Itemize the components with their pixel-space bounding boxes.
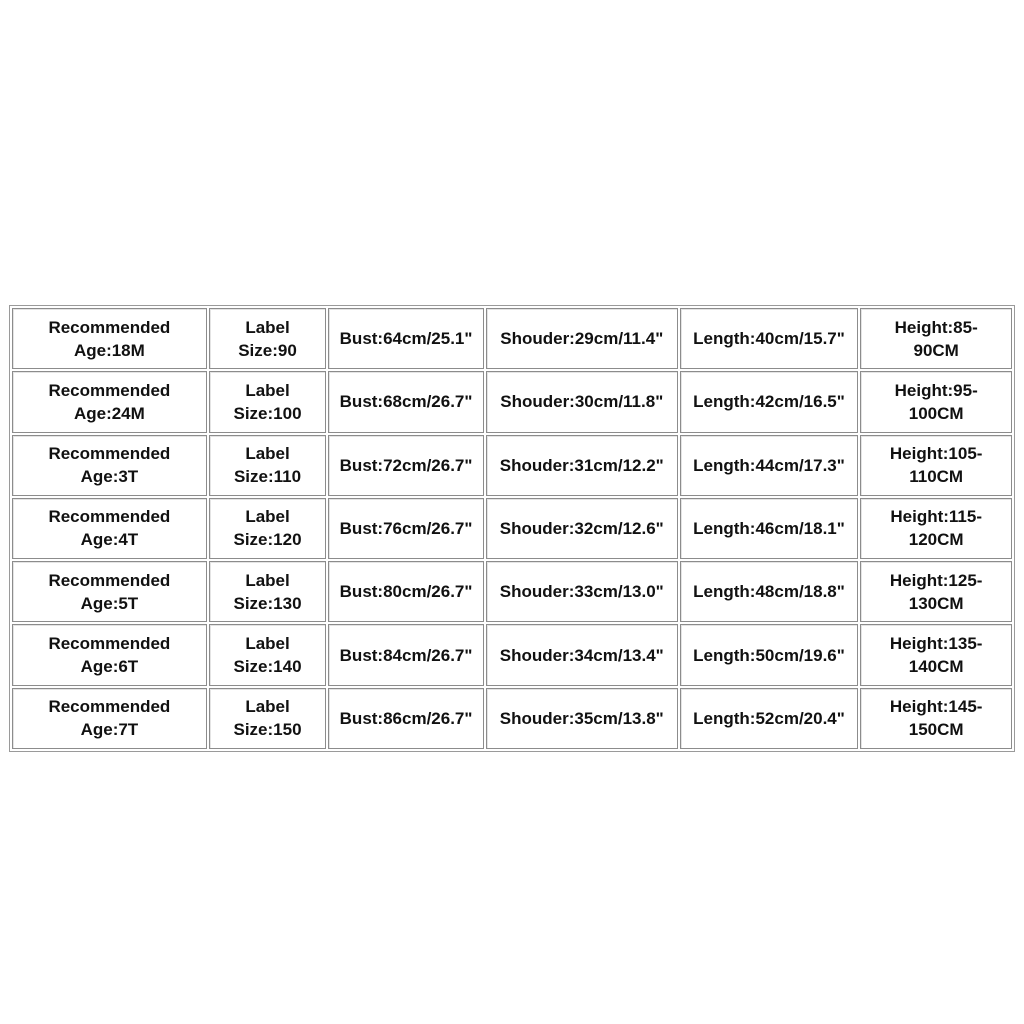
shoulder-cell: Shouder:30cm/11.8" [486,371,678,432]
label-size-cell-line: Label [245,634,290,654]
height-cell-line: Height:125- [889,570,983,590]
recommended-age-cell [12,624,207,685]
height-cell [860,624,1012,685]
length-cell: Length:50cm/19.6" [680,624,859,685]
label-size-cell [209,498,326,559]
shoulder-cell: Shouder:32cm/12.6" [486,498,678,559]
bust-cell: Bust:64cm/25.1" [328,308,484,369]
table-row [12,498,1012,559]
label-size-cell-line: Size:130 [233,593,302,613]
height-cell-line: 100CM [908,403,964,423]
table-row [12,371,1012,432]
label-size-cell-line: Size:120 [233,530,302,550]
shoulder-cell: Shouder:35cm/13.8" [486,688,678,749]
height-cell-line: 110CM [909,467,964,487]
recommended-age-cell [12,308,207,369]
shoulder-cell: Shouder:31cm/12.2" [486,435,678,496]
length-cell: Length:52cm/20.4" [680,688,859,749]
recommended-age-cell-line: Recommended [48,380,171,400]
label-size-cell-line: Size:100 [233,403,302,423]
table-row [12,688,1012,749]
recommended-age-cell-line: Recommended [48,317,171,337]
table-row [12,624,1012,685]
recommended-age-cell [12,371,207,432]
label-size-cell-line: Label [245,444,290,464]
height-cell-line: Height:135- [889,634,983,654]
height-cell-line: Height:105- [889,444,983,464]
bust-cell: Bust:72cm/26.7" [328,435,484,496]
height-cell-line: Height:85- [894,317,978,337]
label-size-cell-line: Label [245,380,290,400]
recommended-age-cell [12,561,207,622]
shoulder-cell: Shouder:29cm/11.4" [486,308,678,369]
table-row [12,561,1012,622]
bust-cell: Bust:68cm/26.7" [328,371,484,432]
height-cell-line: Height:145- [889,697,983,717]
recommended-age-cell [12,688,207,749]
length-cell: Length:46cm/18.1" [680,498,859,559]
table-row [12,435,1012,496]
bust-cell: Bust:80cm/26.7" [328,561,484,622]
label-size-cell [209,688,326,749]
height-cell-line: 90CM [913,340,959,360]
recommended-age-cell-line: Recommended [48,507,171,527]
table-row [12,308,1012,369]
length-cell: Length:48cm/18.8" [680,561,859,622]
bust-cell: Bust:76cm/26.7" [328,498,484,559]
height-cell [860,561,1012,622]
length-cell: Length:44cm/17.3" [680,435,859,496]
label-size-cell-line: Label [245,697,290,717]
height-cell-line: 140CM [908,657,964,677]
height-cell-line: 130CM [908,593,964,613]
recommended-age-cell-line: Age:3T [80,467,139,487]
label-size-cell-line: Label [245,317,290,337]
recommended-age-cell-line: Age:18M [73,340,145,360]
recommended-age-cell-line: Age:4T [80,530,139,550]
shoulder-cell: Shouder:33cm/13.0" [486,561,678,622]
label-size-cell-line: Size:140 [233,657,302,677]
height-cell [860,371,1012,432]
recommended-age-cell-line: Age:24M [73,403,145,423]
length-cell: Length:42cm/16.5" [680,371,859,432]
size-chart-body [12,308,1012,749]
label-size-cell [209,435,326,496]
recommended-age-cell [12,498,207,559]
bust-cell: Bust:84cm/26.7" [328,624,484,685]
height-cell-line: Height:95- [894,380,978,400]
recommended-age-cell-line: Age:7T [80,720,139,740]
height-cell-line: Height:115- [890,507,982,527]
height-cell-line: 150CM [908,720,964,740]
label-size-cell-line: Label [245,570,290,590]
height-cell-line: 120CM [908,530,964,550]
height-cell [860,435,1012,496]
recommended-age-cell-line: Age:5T [80,593,139,613]
label-size-cell-line: Label [245,507,290,527]
recommended-age-cell-line: Recommended [48,444,171,464]
label-size-cell-line: Size:150 [233,720,302,740]
label-size-cell-line: Size:90 [238,340,297,360]
recommended-age-cell-line: Recommended [48,570,171,590]
recommended-age-cell-line: Age:6T [80,657,139,677]
label-size-cell-line: Size:110 [233,467,302,487]
label-size-cell [209,624,326,685]
recommended-age-cell [12,435,207,496]
label-size-cell [209,561,326,622]
recommended-age-cell-line: Recommended [48,634,171,654]
bust-cell: Bust:86cm/26.7" [328,688,484,749]
height-cell [860,498,1012,559]
size-chart-table [9,305,1015,752]
label-size-cell [209,371,326,432]
label-size-cell [209,308,326,369]
recommended-age-cell-line: Recommended [48,697,171,717]
height-cell [860,308,1012,369]
height-cell [860,688,1012,749]
shoulder-cell: Shouder:34cm/13.4" [486,624,678,685]
size-chart-grid [10,306,1014,751]
length-cell: Length:40cm/15.7" [680,308,859,369]
